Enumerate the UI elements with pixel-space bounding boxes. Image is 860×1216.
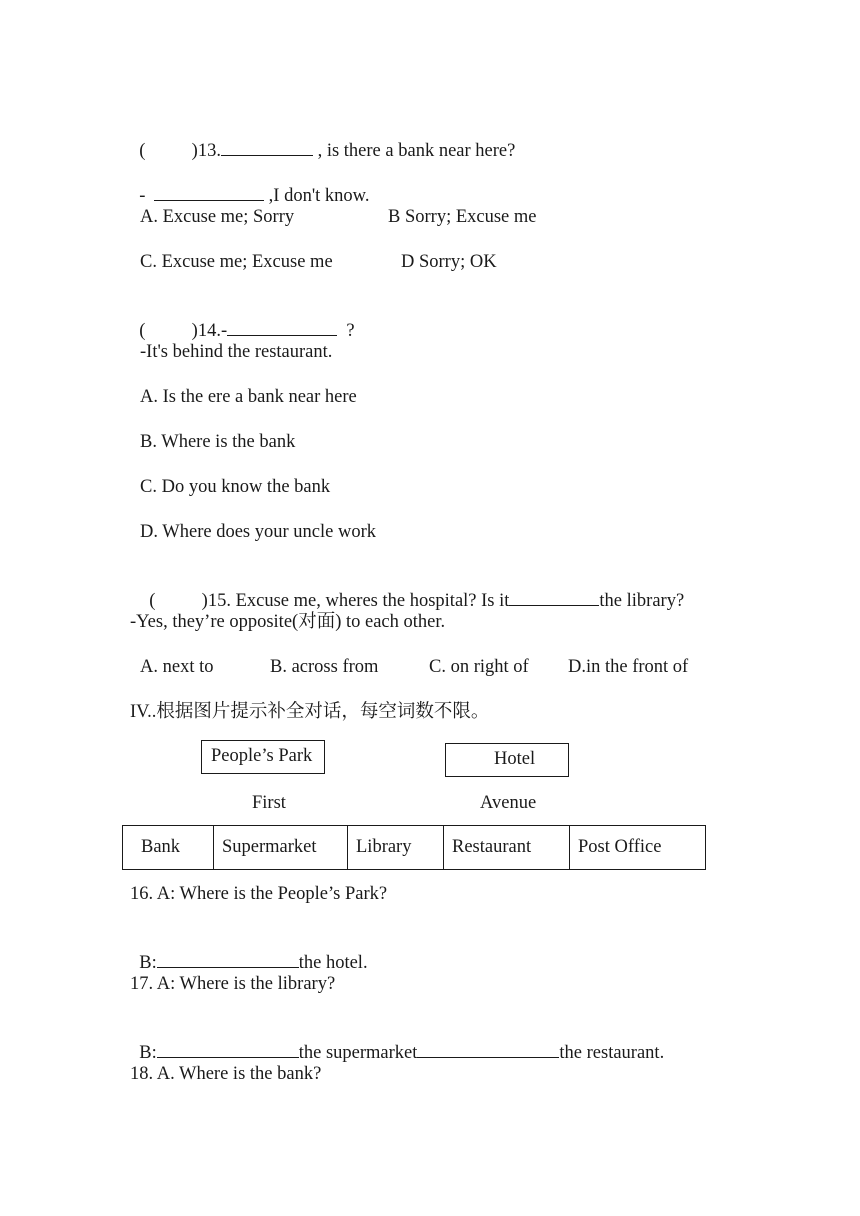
q13-response [130,161,369,207]
q17-question: 17. A: Where is the library? [130,974,336,994]
answer-blank[interactable] [157,1040,299,1058]
buildings-table [122,825,706,870]
speaker-b: B: [139,1043,157,1063]
option-a: A. Is the ere a bank near here [140,387,357,407]
building-supermarket: Supermarket [214,826,348,870]
dash: - [139,186,151,206]
q13-response-text: ,I don't know. [264,186,370,206]
answer-blank[interactable] [417,1040,559,1058]
answer-blank[interactable] [221,138,313,156]
q13-text: , is there a bank near here? [312,141,516,161]
q17-answer-text: the restaurant. [559,1043,665,1063]
q16-question: 16. A: Where is the People’s Park? [130,884,388,904]
option-b: B. Where is the bank [140,432,296,452]
street-name-first: First [252,793,286,813]
q15-answer: -Yes, they’re opposite(对面) to each other. [130,612,446,632]
question-14 [130,296,355,342]
q14-text: ? [337,321,355,341]
map-box-hotel: Hotel [445,743,569,777]
option-b: B Sorry; Excuse me [388,207,537,227]
speaker-b: B: [139,953,157,973]
street-name-avenue: Avenue [480,793,537,813]
option-d: D.in the front of [568,657,689,677]
building-bank: Bank [123,826,214,870]
building-post-office: Post Office [570,826,706,870]
answer-blank[interactable] [227,318,337,336]
q14-paren: ( )14.- [139,321,228,341]
option-c: C. Excuse me; Excuse me [140,252,333,272]
answer-blank[interactable] [157,950,299,968]
q17-answer [130,1018,664,1064]
option-c: C. Do you know the bank [140,477,331,497]
q18-question: 18. A. Where is the bank? [130,1064,322,1084]
question-13 [130,116,515,162]
map-box-park: People’s Park [201,740,325,774]
q16-answer [130,928,368,974]
building-library: Library [348,826,444,870]
q15-paren: ( )15. Excuse me, wheres the hospital? Is it [149,591,510,611]
q17-answer-mid: the supermarket [298,1043,418,1063]
option-a: A. next to [140,657,214,677]
section-heading: IV..根据图片提示补全对话，每空词数不限。 [130,702,490,722]
answer-blank[interactable] [509,588,599,606]
q14-answer: -It's behind the restaurant. [140,342,333,362]
option-c: C. on right of [429,657,529,677]
option-d: D Sorry; OK [401,252,497,272]
answer-blank[interactable] [154,183,264,201]
q16-answer-text: the hotel. [298,953,368,973]
q13-paren: ( )13. [139,141,221,161]
q15-text: the library? [599,591,685,611]
building-restaurant: Restaurant [444,826,570,870]
table-row [123,826,706,870]
question-15 [140,566,684,612]
option-d: D. Where does your uncle work [140,522,376,542]
option-a: A. Excuse me; Sorry [140,207,295,227]
option-b: B. across from [270,657,379,677]
